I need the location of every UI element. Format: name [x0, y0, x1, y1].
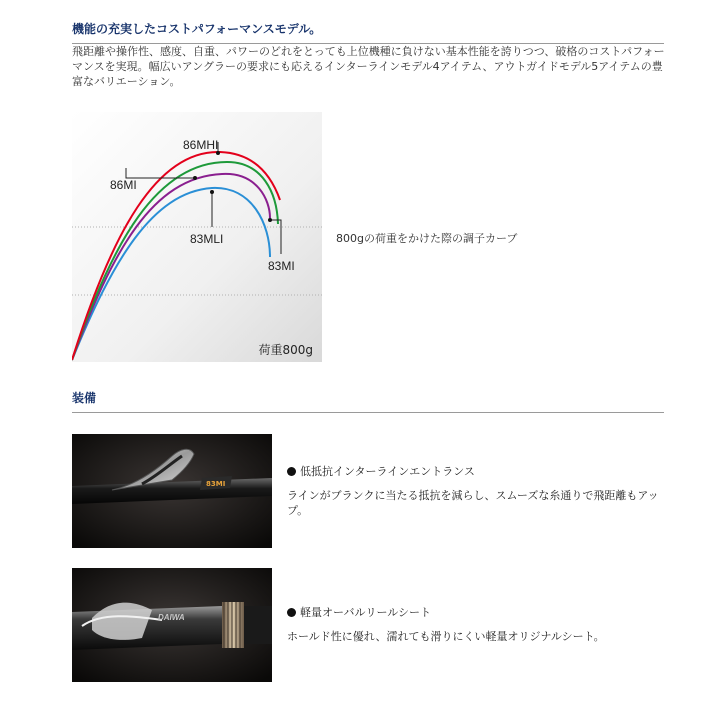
label-86mhi: 86MHI [183, 138, 219, 152]
marker-86mi [193, 176, 197, 180]
section-title-equipment: 装備 [72, 389, 664, 413]
feature-interline-entrance [287, 463, 677, 518]
label-83mli: 83MLI [190, 232, 224, 246]
feature-title: 低抵抗インターラインエントランス [300, 465, 475, 478]
bend-curve-diagram [72, 112, 322, 362]
intro-text: 飛距離や操作性、感度、自重、パワーのどれをとっても上位機種に負けない基本性能を誇りつつ、破格のコストパフォーマンスを実現。幅広いアングラーの要求にも応えるインターラインモデル4アイテム、アウトガイドモデル5アイテムの豊富なバリエーション。 [72, 45, 665, 88]
bullet-icon [287, 467, 296, 476]
feature-reel-seat [287, 604, 677, 644]
interline-entrance-photo [72, 434, 272, 548]
section-title-performance: 機能の充実したコストパフォーマンスモデル。 [72, 20, 664, 44]
feature-description: ラインがブランクに当たる抵抗を減らし、スムーズな糸通りで飛距離もアップ。 [287, 489, 659, 517]
marker-83mli [210, 190, 214, 194]
feature-title: 軽量オーバルリールシート [300, 606, 431, 619]
chart-caption: 800gの荷重をかけた際の調子カーブ [336, 232, 518, 245]
marker-83mi [268, 218, 272, 222]
feature-description: ホールド性に優れ、濡れても滑りにくい軽量オリジナルシート。 [287, 630, 605, 643]
reel-seat-photo [72, 568, 272, 682]
load-label: 荷重800g [258, 343, 313, 357]
label-86mi: 86MI [110, 178, 137, 192]
svg-text:83MI: 83MI [206, 480, 226, 488]
brand-logo: DAIWA [158, 613, 185, 622]
bullet-icon [287, 608, 296, 617]
label-83mi: 83MI [268, 259, 295, 273]
